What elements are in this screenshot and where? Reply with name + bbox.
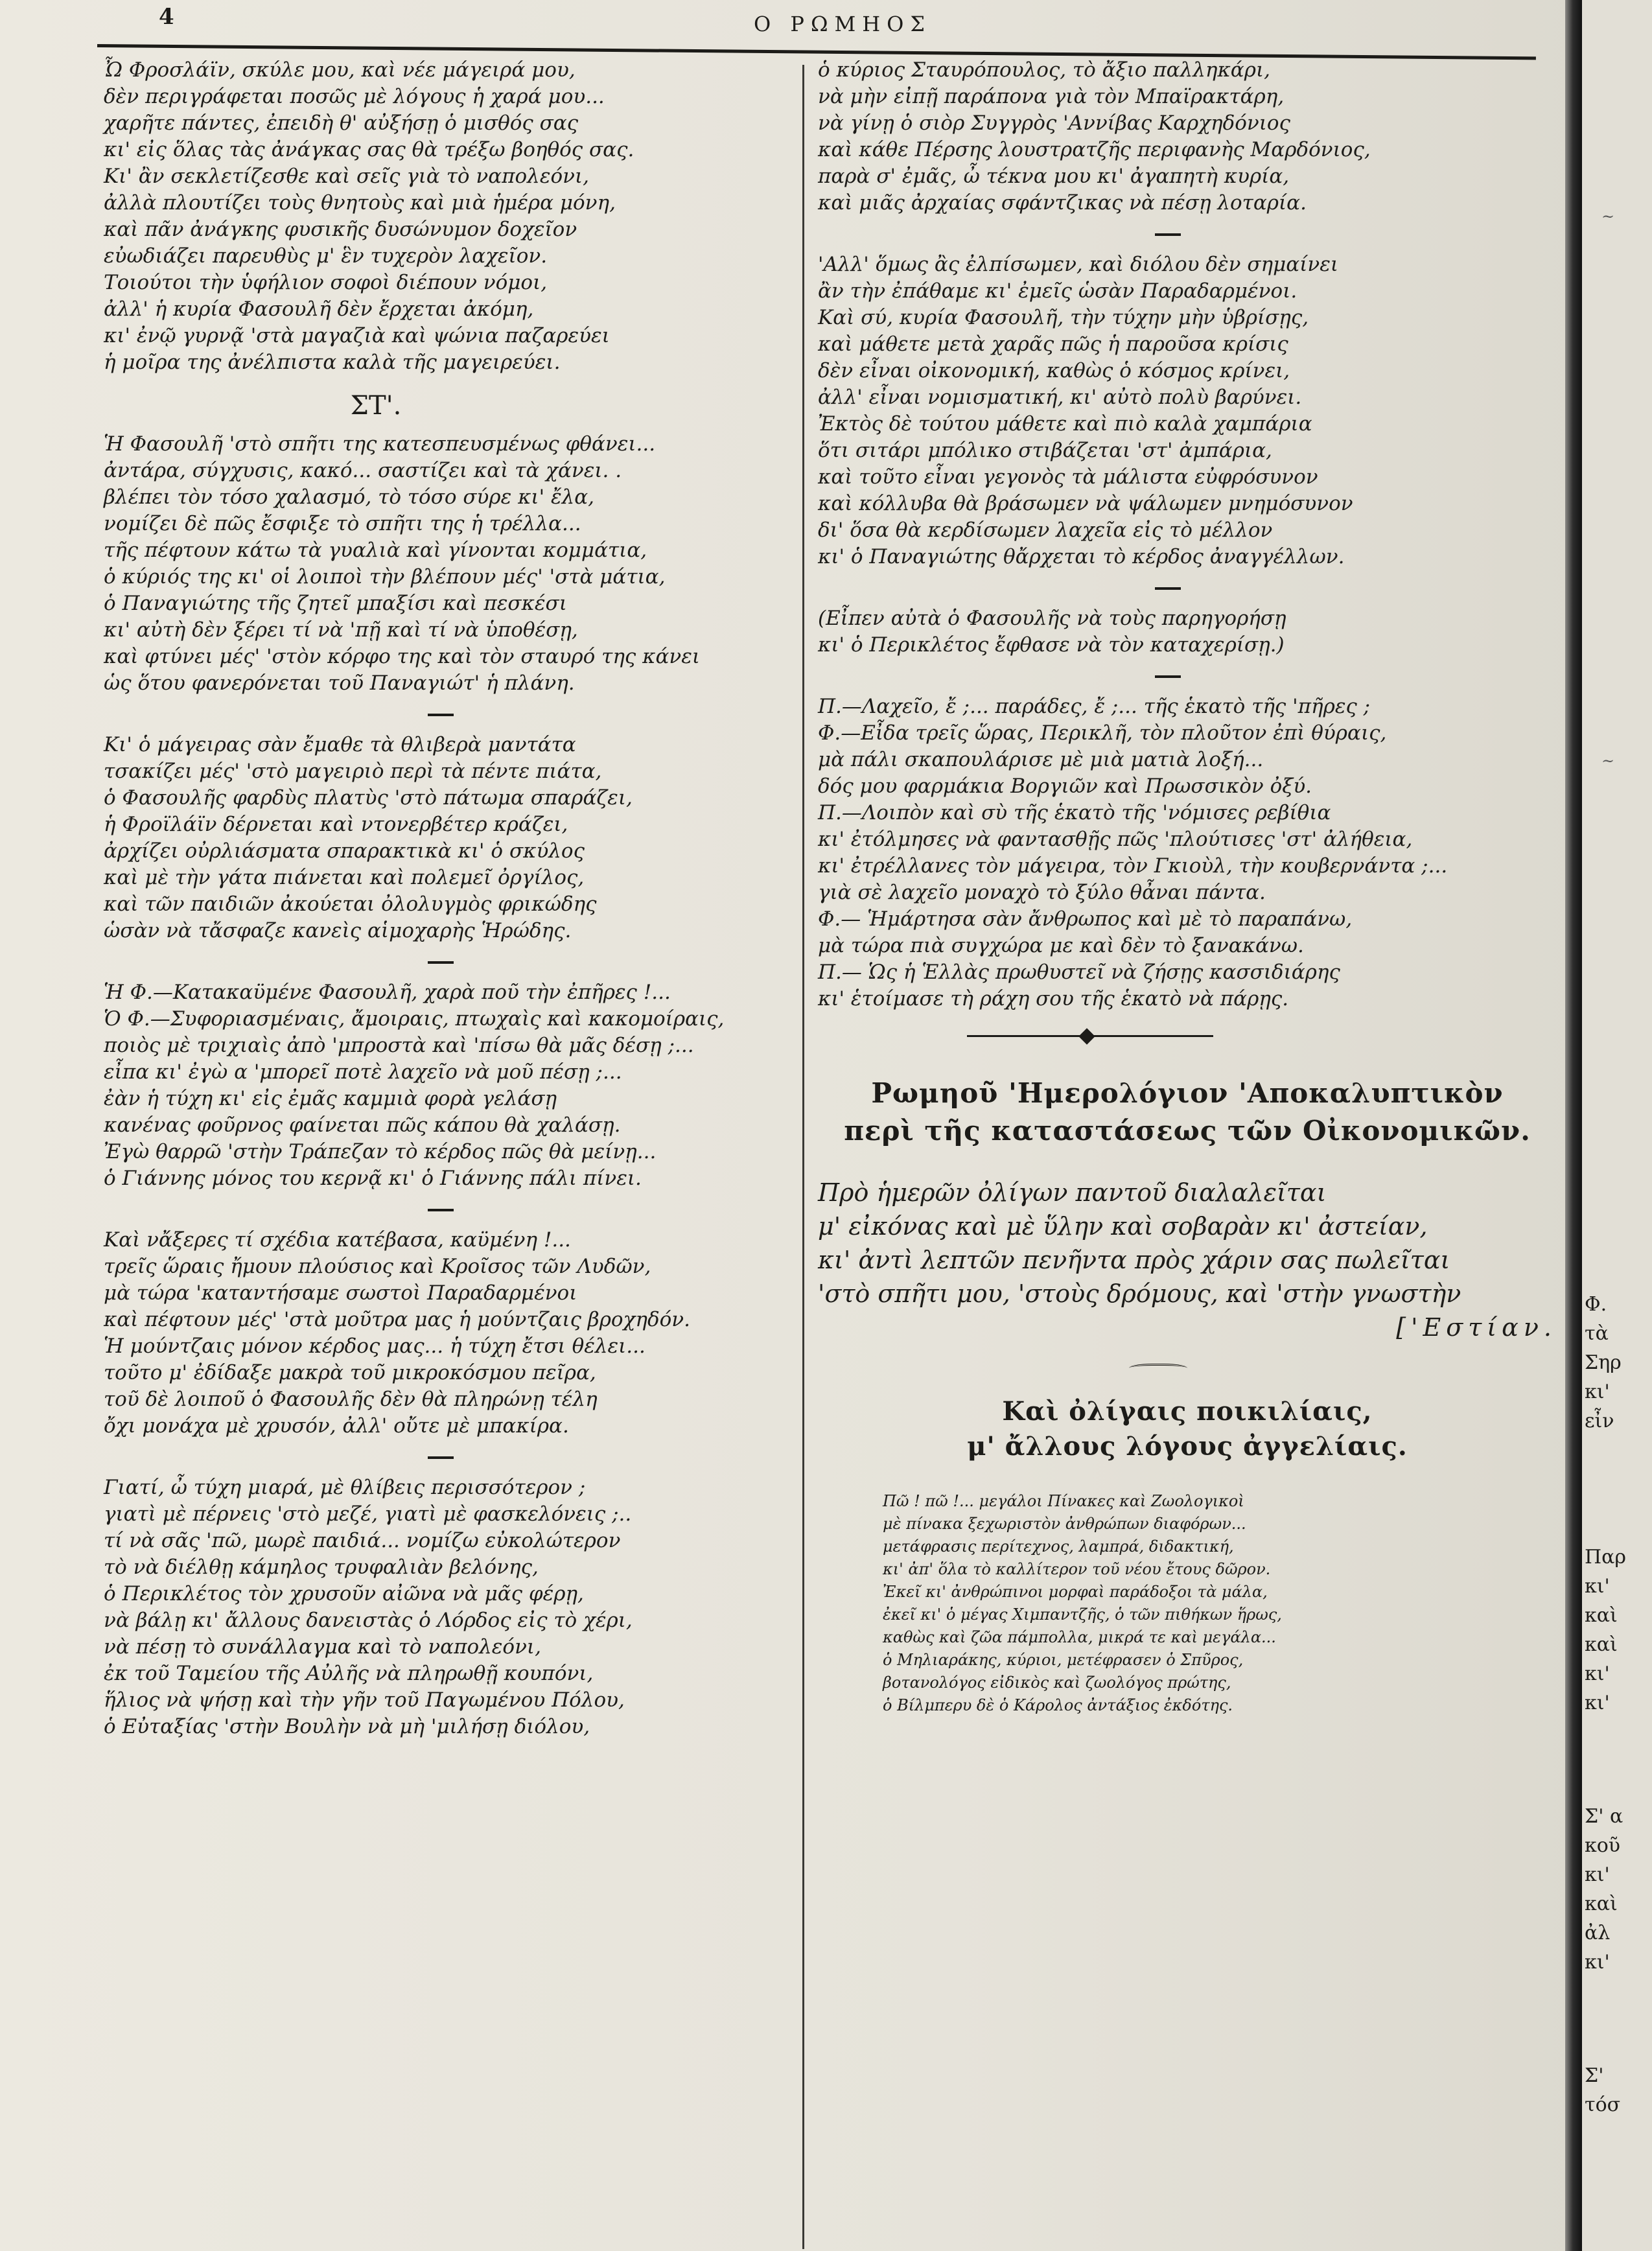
almanac-body xyxy=(818,1176,1557,1344)
text-line: δι' ὅσα θὰ κερδίσωμεν λαχεῖα εἰς τὸ μέλλον xyxy=(818,519,1273,542)
almanac-credit: ['Εστίαν. xyxy=(1396,1313,1557,1342)
text-line: Καὶ σύ, κυρία Φασουλῆ, τὴν τύχην μὴν ὑβρίσῃς, xyxy=(818,306,1309,329)
column-divider xyxy=(802,65,804,2249)
text-line: γιατὶ μὲ πέρνεις 'στὸ μεζέ, γιατὶ μὲ φασκελόνεις ;.. xyxy=(104,1502,632,1526)
text-line: Π.—Λοιπὸν καὶ σὺ τῆς ἑκατὸ τῆς 'νόμισες ρεβίθια xyxy=(818,801,1331,824)
text-line: Φ.— Ἡμάρτησα σὰν ἄνθρωπος καὶ μὲ τὸ παραπάνω, xyxy=(818,907,1353,931)
text-line: καὶ μάθετε μετὰ χαρᾶς πῶς ἡ παροῦσα κρίσις xyxy=(818,332,1288,356)
text-line: καὶ xyxy=(1585,1893,1618,1915)
text-line: τὸ νὰ διέλθῃ κάμηλος τρυφαλιὰν βελόνης, xyxy=(104,1556,539,1579)
text-line: ἀλλὰ πλουτίζει τοὺς θνητοὺς καὶ μιὰ ἡμέρα μόνη, xyxy=(104,191,616,215)
page-fold xyxy=(1565,0,1582,2251)
text-line: κοῦ xyxy=(1585,1834,1621,1857)
margin-block xyxy=(1582,1543,1626,1718)
text-line: Ὦ Φροσλάϊν, σκύλε μου, καὶ νέε μάγειρά μου, xyxy=(104,58,576,82)
text-line: δὲν εἶναι οἰκονομική, καθὼς ὁ κόσμος κρίνει, xyxy=(818,359,1290,382)
text-line: ὡς ὅτου φανερόνεται τοῦ Παναγιώτ' ἡ πλάνη. xyxy=(104,671,575,695)
text-line: ἥλιος νὰ ψήσῃ καὶ τὴν γῆν τοῦ Παγωμένου Πόλου, xyxy=(104,1688,625,1712)
text-line: κι' xyxy=(1585,1692,1610,1714)
text-line: ἐκ τοῦ Ταμείου τῆς Αὐλῆς νὰ πληρωθῇ κουπόνι, xyxy=(104,1662,594,1685)
text-line: 'στὸ σπῆτι μου, 'στοὺς δρόμους, καὶ 'στὴν γνωστὴν xyxy=(818,1279,1461,1308)
text-line: Ἐκεῖ κι' ἀνθρώπινοι μορφαὶ παράδοξοι τὰ μάλα, xyxy=(883,1583,1268,1601)
text-line: καὶ κόλλυβα θὰ βράσωμεν νὰ ψάλωμεν μνημόσυνον xyxy=(818,492,1353,515)
text-line: κι' ἐτόλμησες νὰ φαντασθῇς πῶς 'πλούτισες 'στ' ἀλήθεια, xyxy=(818,828,1413,851)
section-number: ΣΤ'. xyxy=(350,391,402,421)
text-line: καὶ πᾶν ἀνάγκης φυσικῆς δυσώνυμον δοχεῖον xyxy=(104,218,577,241)
margin-block xyxy=(1582,2061,1620,2119)
masthead: Ο ΡΩΜΗΟΣ xyxy=(754,12,931,36)
text-line: ὁ κύριος Σταυρόπουλος, τὸ ἄξιο παλληκάρι, xyxy=(818,58,1270,82)
text-line: Γιατί, ὦ τύχη μιαρά, μὲ θλίβεις περισσότερον ; xyxy=(104,1476,586,1499)
text-line: Σ' xyxy=(1585,2064,1604,2087)
separator-dash xyxy=(1155,587,1181,590)
ornament-rule xyxy=(967,1029,1213,1042)
text-line: μὲ πίνακα ξεχωριστὸν ἀνθρώπων διαφόρων... xyxy=(883,1515,1246,1533)
page-number: 4 xyxy=(159,4,174,30)
text-line: κι' ἀντὶ λεπτῶν πενῆντα πρὸς χάριν σας πωλεῖται xyxy=(818,1246,1450,1274)
text-line: μετάφρασις περίτεχνος, λαμπρά, διδακτική, xyxy=(883,1537,1234,1556)
text-line: ὁ Παναγιώτης τῆς ζητεῖ μπαξίσι καὶ πεσκέσι xyxy=(104,592,567,615)
text-line: εἶν xyxy=(1585,1410,1614,1432)
text-line: γιὰ σὲ λαχεῖο μοναχὸ τὸ ξύλο θἆναι πάντα. xyxy=(818,881,1266,904)
text-line: καὶ πέφτουν μές' 'στὰ μοῦτρα μας ἡ μούντζαις βροχηδόν. xyxy=(104,1308,690,1331)
text-line: χαρῆτε πάντες, ἐπειδὴ θ' αὐξήσῃ ὁ μισθός σας xyxy=(104,111,579,135)
text-line: ἀρχίζει οὐρλιάσματα σπαρακτικὰ κι' ὁ σκύλος xyxy=(104,839,585,863)
stanza xyxy=(104,732,778,944)
text-line: δός μου φαρμάκια Βοργιῶν καὶ Πρωσσικὸν ὀξύ. xyxy=(818,775,1312,798)
stanza xyxy=(104,431,778,697)
margin-block xyxy=(1582,1290,1622,1436)
text-line: ὁ Περικλέτος τὸν χρυσοῦν αἰῶνα νὰ μᾶς φέρῃ, xyxy=(104,1582,584,1605)
text-line: καὶ κάθε Πέρσης λουστρατζῆς περιφανὴς Μαρδόνιος, xyxy=(818,138,1371,161)
text-line: κι' ἑτοίμασε τὴ ράχη σου τῆς ἑκατὸ νὰ πάρῃς. xyxy=(818,987,1289,1010)
separator-dash xyxy=(1155,233,1181,236)
text-line: τσακίζει μές' 'στὸ μαγειριὸ περὶ τὰ πέντε πιάτα, xyxy=(104,760,602,783)
margin-mark: ~ xyxy=(1601,752,1615,770)
separator-dash xyxy=(428,1456,454,1459)
text-line: κι' ἐνῷ γυρνᾷ 'στὰ μαγαζιὰ καὶ ψώνια παζαρεύει xyxy=(104,324,610,347)
text-line: καθὼς καὶ ζῶα πάμπολλα, μικρά τε καὶ μεγάλα... xyxy=(883,1628,1276,1646)
text-line: ὁ Μηλιαράκης, κύριοι, μετέφρασεν ὁ Σπῦρος, xyxy=(883,1651,1244,1669)
text-line: νὰ βάλῃ κι' ἄλλους δανειστὰς ὁ Λόρδος εἰς τὸ χέρι, xyxy=(104,1609,633,1632)
text-line: Φ. xyxy=(1585,1293,1607,1316)
text-line: τοῦ δὲ λοιποῦ ὁ Φασουλῆς δὲν θὰ πληρώνῃ τέλη xyxy=(104,1388,598,1411)
text-line: Καὶ νἄξερες τί σχέδια κατέβασα, καϋμένη !... xyxy=(104,1228,571,1252)
text-line: (Εἶπεν αὐτὰ ὁ Φασουλῆς νὰ τοὺς παρηγορήσῃ xyxy=(818,607,1286,630)
text-line: ἀλ xyxy=(1585,1922,1611,1944)
text-line: νὰ γίνῃ ὁ σιὸρ Συγγρὸς 'Αννίβας Καρχηδόνιος xyxy=(818,111,1290,135)
stanza xyxy=(104,979,778,1192)
text-line: ὁ Βίλμπερυ δὲ ὁ Κάρολος ἀντάξιος ἐκδότης. xyxy=(883,1696,1233,1714)
text-line: ὁ Γιάννης μόνος του κερνᾷ κι' ὁ Γιάννης πάλι πίνει. xyxy=(104,1167,642,1190)
text-line: Ὁ Φ.—Συφοριασμέναις, ἄμοιραις, πτωχαὶς καὶ κακομοίραις, xyxy=(104,1007,725,1031)
text-line: τί νὰ σᾶς 'πῶ, μωρὲ παιδιά... νομίζω εὐκολώτερον xyxy=(104,1529,621,1552)
text-line: καὶ xyxy=(1585,1604,1618,1627)
text-line: βοτανολόγος εἰδικὸς καὶ ζωολόγος πρώτης, xyxy=(883,1674,1231,1692)
text-line: ὁ Εὐταξίας 'στὴν Βουλὴν νὰ μὴ 'μιλήσῃ διόλου, xyxy=(104,1715,590,1738)
text-line: καὶ μὲ τὴν γάτα πιάνεται καὶ πολεμεῖ ὀργίλος, xyxy=(104,866,585,889)
text-line: καὶ φτύνει μές' 'στὸν κόρφο της καὶ τὸν σταυρό της κάνει xyxy=(104,645,701,668)
text-line: ἀντάρα, σύγχυσις, κακό... σαστίζει καὶ τὰ χάνει. . xyxy=(104,459,622,482)
almanac-title xyxy=(818,1075,1557,1150)
text-line: κι' ἀπ' ὅλα τὸ καλλίτερον τοῦ νέου ἔτους δῶρον. xyxy=(883,1560,1271,1578)
misc-body xyxy=(818,1490,1557,1717)
separator-dash xyxy=(1155,675,1181,678)
text-line: Ἐκτὸς δὲ τούτου μάθετε καὶ πιὸ καλὰ χαμπάρια xyxy=(818,412,1312,436)
text-line: κι' xyxy=(1585,1575,1610,1598)
text-line: Φ.—Εἶδα τρεῖς ὥρας, Περικλῆ, τὸν πλοῦτον ἐπὶ θύραις, xyxy=(818,721,1387,745)
text-line: κι' xyxy=(1585,1951,1610,1974)
text-line: ἀλλ' εἶναι νομισματική, κι' αὐτὸ πολὺ βαρύνει. xyxy=(818,386,1302,409)
text-line: μὰ τώρα 'καταντήσαμε σωστοὶ Παραδαρμένοι xyxy=(104,1281,577,1305)
text-line: δὲν περιγράφεται ποσῶς μὲ λόγους ἡ χαρά μου... xyxy=(104,85,605,108)
text-line: κανένας φοῦρνος φαίνεται πῶς κάπου θὰ χαλάσῃ. xyxy=(104,1114,621,1137)
almanac-lines xyxy=(818,1176,1557,1311)
text-line: καὶ μιᾶς ἀρχαίας σφάντζικας νὰ πέσῃ λοταρία. xyxy=(818,191,1307,215)
text-line: ἀλλ' ἡ κυρία Φασουλῆ δὲν ἔρχεται ἀκόμη, xyxy=(104,297,534,321)
text-line: Σηρ xyxy=(1585,1351,1622,1374)
text-line: κι' xyxy=(1585,1662,1610,1685)
text-line: ὁ Φασουλῆς φαρδὺς πλατὺς 'στὸ πάτωμα σπαράζει, xyxy=(104,786,633,810)
text-line: νὰ μὴν εἰπῇ παράπονα γιὰ τὸν Μπαϊρακτάρη, xyxy=(818,85,1285,108)
stanza xyxy=(104,1227,778,1440)
text-line: κι' ὁ Παναγιώτης θἄρχεται τὸ κέρδος ἀναγγέλλων. xyxy=(818,545,1345,568)
text-line: Τοιούτοι τὴν ὑφήλιον σοφοὶ διέπουν νόμοι, xyxy=(104,271,548,294)
text-line: ἡ Φροϊλάϊν δέρνεται καὶ ντονερβέτερ κράζει, xyxy=(104,813,568,836)
text-line: περὶ τῆς καταστάσεως τῶν Οἰκονομικῶν. xyxy=(844,1115,1531,1147)
stanza xyxy=(818,251,1557,570)
text-line: Καὶ ὀλίγαις ποικιλίαις, xyxy=(1002,1396,1373,1427)
text-line: 'Αλλ' ὅμως ἂς ἐλπίσωμεν, καὶ διόλου δὲν σημαίνει xyxy=(818,253,1338,276)
text-line: κι' ἐτρέλλανες τὸν μάγειρα, τὸν Γκιοὺλ, τὴν κουβερνάντα ;... xyxy=(818,854,1448,878)
stanza xyxy=(818,605,1557,659)
stanza xyxy=(104,57,778,376)
stanza xyxy=(104,1475,778,1740)
text-line: ἐὰν ἡ τύχη κι' εἰς ἐμᾶς καμμιὰ φορὰ γελάσῃ xyxy=(104,1087,557,1110)
text-line: κι' αὐτὴ δὲν ξέρει τί νὰ 'πῇ καὶ τί νὰ ὑποθέσῃ, xyxy=(104,618,578,642)
text-line: ἐκεῖ κι' ὁ μέγας Χιμπαντζῆς, ὁ τῶν πιθήκων ἥρως, xyxy=(883,1605,1282,1624)
text-line: τρεῖς ὥραις ἤμουν πλούσιος καὶ Κροῖσος τῶν Λυδῶν, xyxy=(104,1255,651,1278)
text-line: ποιὸς μὲ τριχιαὶς ἀπὸ 'μπροστὰ καὶ 'πίσω θὰ μᾶς δέσῃ ;... xyxy=(104,1034,694,1057)
text-line: Ἐγὼ θαρρῶ 'στὴν Τράπεζαν τὸ κέρδος πῶς θὰ μείνῃ... xyxy=(104,1140,657,1163)
text-line: εὐωδιάζει παρευθὺς μ' ἓν τυχερὸν λαχεῖον. xyxy=(104,244,548,268)
text-line: νὰ πέσῃ τὸ συνάλλαγμα καὶ τὸ ναπολεόνι, xyxy=(104,1635,541,1659)
text-line: καὶ τῶν παιδιῶν ἀκούεται ὀλολυγμὸς φρικώδης xyxy=(104,892,597,916)
text-line: ὁ κύριός της κι' οἱ λοιποὶ τὴν βλέπουν μές' 'στὰ μάτια, xyxy=(104,565,666,589)
text-line: Ἡ Φασουλῆ 'στὸ σπῆτι της κατεσπευσμένως φθάνει... xyxy=(104,432,656,456)
text-line: ὅτι σιτάρι μπόλικο στιβάζεται 'στ' ἀμπάρια, xyxy=(818,439,1272,462)
text-line: καὶ xyxy=(1585,1633,1618,1656)
text-line: μ' ἄλλους λόγους ἀγγελίαις. xyxy=(967,1431,1408,1462)
text-line: μ' εἰκόνας καὶ μὲ ὕλην καὶ σοβαρὰν κι' ἀστείαν, xyxy=(818,1212,1428,1241)
stanza xyxy=(818,57,1557,216)
separator-dash xyxy=(428,1209,454,1211)
text-line: τῆς πέφτουν κάτω τὰ γυαλιὰ καὶ γίνονται κομμάτια, xyxy=(104,539,647,562)
misc-title xyxy=(818,1394,1557,1464)
separator-dash xyxy=(428,714,454,716)
text-line: ἂν τὴν ἐπάθαμε κι' ἐμεῖς ὡσὰν Παραδαρμένοι. xyxy=(818,279,1297,303)
text-line: Π.—Λαχεῖο, ἔ ;... παράδες, ἔ ;... τῆς ἑκατὸ τῆς 'πῆρες ; xyxy=(818,695,1371,718)
text-line: παρὰ σ' ἐμᾶς, ὦ τέκνα μου κι' ἀγαπητὴ κυρία, xyxy=(818,165,1290,188)
stanza xyxy=(818,694,1557,1012)
left-column xyxy=(104,57,778,1757)
text-line: Κι' ὁ μάγειρας σὰν ἔμαθε τὰ θλιβερὰ μαντάτα xyxy=(104,733,576,756)
text-line: Ἡ μούντζαις μόνον κέρδος μας... ἡ τύχη ἔτσι θέλει... xyxy=(104,1335,646,1358)
text-line: τόσ xyxy=(1585,2094,1621,2116)
text-line: ὄχι μονάχα μὲ χρυσόν, ἀλλ' οὔτε μὲ μπακίρα. xyxy=(104,1414,569,1438)
text-line: νομίζει δὲ πῶς ἔσφιξε τὸ σπῆτι της ἡ τρέλλα... xyxy=(104,512,581,535)
text-line: Πῶ ! πῶ !... μεγάλοι Πίνακες καὶ Ζωολογικοὶ xyxy=(883,1492,1244,1510)
text-line: μὰ πάλι σκαπουλάρισε μὲ μιὰ ματιὰ λοξή... xyxy=(818,748,1264,771)
text-line: κι' xyxy=(1585,1863,1610,1886)
text-line: κι' xyxy=(1585,1381,1610,1403)
text-line: Ρωμηοῦ 'Ημερολόγιον 'Αποκαλυπτικὸν xyxy=(871,1077,1504,1109)
text-line: ὡσὰν νὰ τἄσφαζε κανεὶς αἱμοχαρὴς Ἡρώδης. xyxy=(104,919,572,942)
text-line: κι' εἰς ὅλας τὰς ἀνάγκας σας θὰ τρέξω βοηθός σας. xyxy=(104,138,634,161)
squiggle-ornament xyxy=(1129,1364,1187,1375)
text-line: Κι' ἂν σεκλετίζεσθε καὶ σεῖς γιὰ τὸ ναπολεόνι, xyxy=(104,165,589,188)
margin-block xyxy=(1582,1802,1623,1977)
text-line: καὶ τοῦτο εἶναι γεγονὸς τὰ μάλιστα εὐφρόσυνον xyxy=(818,465,1318,489)
margin-mark: ~ xyxy=(1601,207,1615,226)
text-line: ἡ μοῖρα της ἀνέλπιστα καλὰ τῆς μαγειρεύει. xyxy=(104,351,561,374)
text-line: Πρὸ ἡμερῶν ὀλίγων παντοῦ διαλαλεῖται xyxy=(818,1178,1327,1207)
next-page-edge xyxy=(1582,0,1652,2251)
text-line: Σ' α xyxy=(1585,1805,1623,1828)
text-line: βλέπει τὸν τόσο χαλασμό, τὸ τόσο σύρε κι' ἔλα, xyxy=(104,485,595,509)
text-line: τὰ xyxy=(1585,1322,1609,1345)
text-line: Π.— Ὡς ἡ Ἑλλὰς πρωθυστεῖ νὰ ζήσῃς κασσιδιάρης xyxy=(818,961,1340,984)
right-column xyxy=(818,57,1557,1717)
text-line: τοῦτο μ' ἐδίδαξε μακρὰ τοῦ μικροκόσμου πεῖρα, xyxy=(104,1361,596,1384)
text-line: μὰ τώρα πιὰ συγχώρα με καὶ δὲν τὸ ξανακάνω. xyxy=(818,934,1304,957)
text-line: κι' ὁ Περικλέτος ἔφθασε νὰ τὸν καταχερίσῃ.) xyxy=(818,633,1285,657)
text-line: Παρ xyxy=(1585,1546,1627,1569)
text-line: Ἡ Φ.—Κατακαϋμένε Φασουλῆ, χαρὰ ποῦ τὴν ἐπῆρες !... xyxy=(104,981,671,1004)
separator-dash xyxy=(428,961,454,964)
text-line: εἶπα κι' ἐγὼ α 'μπορεῖ ποτὲ λαχεῖο νὰ μοῦ πέσῃ ;... xyxy=(104,1060,622,1084)
